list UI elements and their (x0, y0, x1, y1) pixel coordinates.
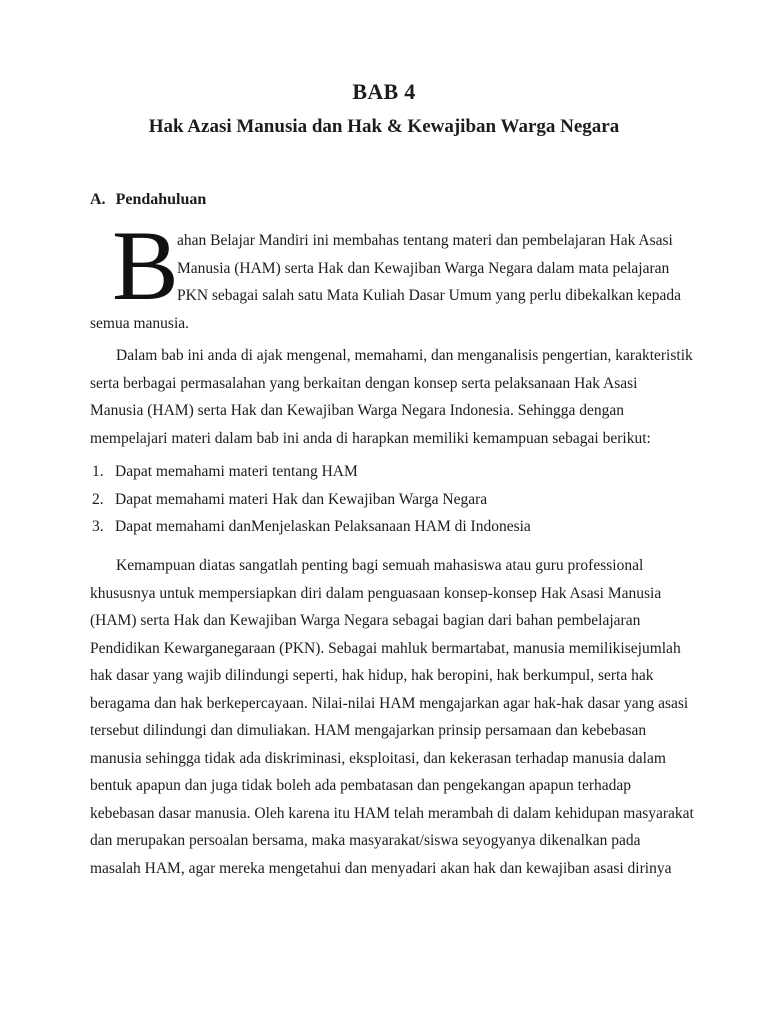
chapter-title: BAB 4 (352, 79, 416, 104)
text-line: manusia sehingga tidak ada diskriminasi, eksploitasi, dan kekerasan terhadap manusia dalam (90, 749, 666, 767)
text-line: mempelajari materi dalam bab ini anda di harapkan memiliki kemampuan sebagai berikut: (90, 429, 651, 447)
text-line: Pendidikan Kewarganegaraan (PKN). Sebagai mahluk bermartabat, manusia memilikisejumlah (90, 639, 681, 657)
text-line: PKN sebagai salah satu Mata Kuliah Dasar Umum yang perlu dibekalkan kepada (177, 287, 682, 304)
text-line: hak dasar yang wajib dilindungi seperti, hak hidup, hak beropini, hak berkumpul, serta hak (90, 667, 654, 684)
list-item (92, 486, 696, 514)
list-item-text: Dapat memahami materi tentang HAM (115, 463, 358, 480)
text-line: khususnya untuk mempersiapkan diri dalam penguasaan konsep-konsep Hak Asasi Manusia (90, 584, 662, 602)
list-item (92, 513, 696, 541)
paragraph-intro (90, 210, 696, 337)
drop-cap-letter: B (112, 210, 179, 321)
section-heading (90, 189, 206, 211)
list-item-text: Dapat memahami materi Hak dan Kewajiban Warga Negara (115, 490, 488, 508)
paragraph-importance (90, 552, 696, 882)
text-line: kebebasan dasar manusia. Oleh karena itu HAM telah merambah di dalam kehidupan masyarakat (90, 804, 694, 822)
text-line: Manusia (HAM) serta Hak dan Kewajiban Warga Negara Indonesia. Sehingga dengan (90, 402, 625, 419)
text-line: serta berbagai permasalahan yang berkaitan dengan konsep serta pelaksanaan Hak Asasi (90, 374, 638, 392)
section-title: Pendahuluan (115, 191, 207, 208)
section-number: A. (90, 191, 106, 208)
paragraph-overview (90, 342, 696, 452)
text-line: Kemampuan diatas sangatlah penting bagi semuah mahasiswa atau guru professional (116, 557, 644, 574)
text-line: masalah HAM, agar mereka mengetahui dan menyadari akan hak dan kewajiban asasi dirinya (90, 859, 672, 877)
list-item-number: 2. (92, 490, 104, 508)
list-item-text: Dapat memahami danMenjelaskan Pelaksanaan HAM di Indonesia (115, 518, 531, 535)
text-line: dan merupakan persoalan bersama, maka masyarakat/siswa seyogyanya dikenalkan pada (90, 832, 641, 849)
text-line: semua manusia. (90, 314, 190, 332)
text-line: (HAM) serta Hak dan Kewajiban Warga Negara sebagai bagian dari bahan pembelajaran (90, 612, 641, 629)
text-line: bentuk apapun dan juga tidak boleh ada pembatasan dan pengekangan apapun terhadap (90, 777, 632, 794)
text-line: Dalam bab ini anda di ajak mengenal, memahami, dan menganalisis pengertian, karakteristik (116, 347, 693, 364)
text-line: beragama dan hak berkepercayaan. Nilai-nilai HAM mengajarkan agar hak-hak dasar yang asasi (90, 694, 689, 712)
objectives-list (92, 458, 696, 541)
text-line: Manusia (HAM) serta Hak dan Kewajiban Warga Negara dalam mata pelajaran (177, 259, 670, 277)
text-line: ahan Belajar Mandiri ini membahas tentang materi dan pembelajaran Hak Asasi (177, 232, 673, 249)
document-title: Hak Azasi Manusia dan Hak & Kewajiban Warga Negara (148, 116, 620, 137)
text-line: tersebut dilindungi dan dimuliakan. HAM mengajarkan prinsip persamaan dan kebebasan (90, 722, 647, 739)
list-item (92, 458, 696, 486)
list-item-number: 3. (92, 518, 104, 535)
list-item-number: 1. (92, 463, 104, 480)
